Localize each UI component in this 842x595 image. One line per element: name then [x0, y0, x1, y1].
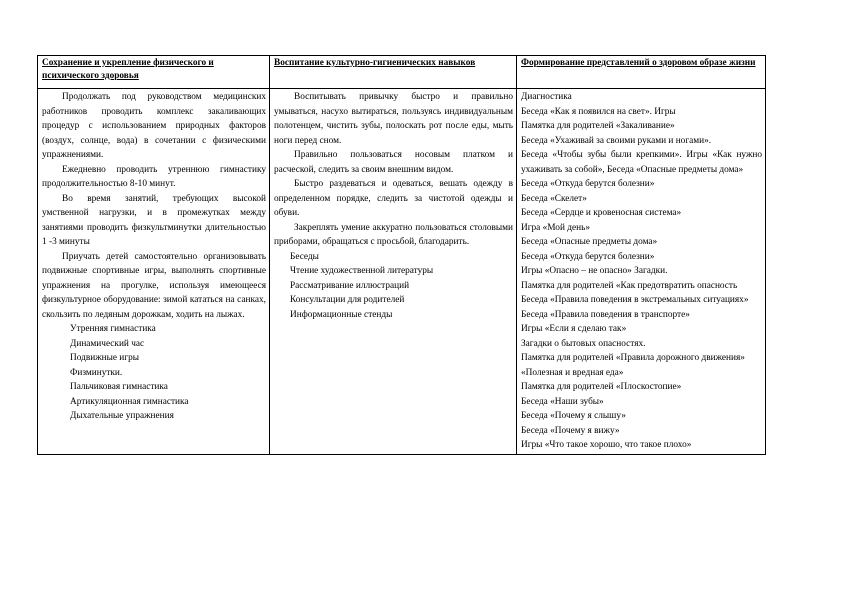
paragraph: Воспитывать привычку быстро и правильно умываться, насухо вытираться, пользуясь индивидуальным полотенцем, чистить зубы, полоскать рот после еды, мыть ноги перед сном.: [274, 92, 513, 146]
activity-line: Беседа «Опасные предметы дома»: [521, 237, 658, 247]
activity-line: Памятка для родителей «Плоскостопие»: [521, 382, 682, 392]
activity-line: Беседа «Скелет»: [521, 193, 587, 204]
activity-line: Беседа «Правила поведения в транспорте»: [521, 309, 690, 320]
activity-line: Беседа «Ухаживай за своими руками и ногами».: [521, 135, 712, 146]
table-row: [38, 89, 766, 455]
header-physical-health: Сохранение и укрепление физического и психического здоровья: [38, 56, 270, 89]
activity-line: Беседа «Правила поведения в экстремальных ситуациях»: [521, 295, 749, 305]
list-item: Рассматривание иллюстраций: [290, 280, 410, 291]
header-healthy-lifestyle: Формирование представлений о здоровом образе жизни: [517, 56, 766, 89]
activity-line: Памятка для родителей «Как предотвратить опасность: [521, 280, 738, 291]
paragraph: Закреплять умение аккуратно пользоваться столовыми приборами, обращаться с просьбой, благодарить.: [274, 222, 513, 247]
activity-line: Памятка для родителей «Правила дорожного движения»: [521, 353, 745, 363]
cell-hygiene-skills: [270, 89, 517, 455]
activity-line: Беседа «Наши зубы»: [521, 396, 604, 407]
list-item: Подвижные игры: [70, 353, 139, 363]
paragraph: Ежедневно проводить утреннюю гимнастику продолжительностью 8-10 минут.: [42, 164, 266, 189]
activity-line: Загадки о бытовых опасностях.: [521, 338, 646, 349]
activity-line: Памятка для родителей «Закаливание»: [521, 121, 675, 131]
activity-line: Игра «Мой день»: [521, 222, 590, 233]
list-item: Пальчиковая гимнастика: [70, 382, 168, 392]
list-item: Консультации для родителей: [290, 295, 405, 305]
paragraph: Быстро раздеваться и одеваться, вешать одежду в определенном порядке, следить за чистотой одежды и обуви.: [274, 179, 513, 218]
list-item: Информационные стенды: [290, 309, 393, 320]
header-hygiene-skills: Воспитание культурно-гигиенических навыков: [270, 56, 517, 89]
activity-line: Беседа «Почему я слышу»: [521, 411, 626, 421]
cell-healthy-lifestyle: [517, 89, 766, 455]
list-item: Чтение художественной литературы: [290, 266, 434, 276]
health-plan-table: [37, 55, 766, 455]
activity-line: Беседа «Как я появился на свет». Игры: [521, 106, 676, 117]
list-item: Утренняя гимнастика: [70, 324, 156, 334]
activity-line: Игры «Опасно – не опасно» Загадки.: [521, 266, 668, 276]
activity-line: Игры «Если я сделаю так»: [521, 324, 627, 334]
list-item: Динамический час: [70, 338, 145, 349]
activity-line: «Полезная и вредная еда»: [521, 367, 624, 378]
activity-line: Беседа «Откуда берутся болезни»: [521, 251, 655, 262]
activity-line: Беседа «Почему я вижу»: [521, 425, 620, 436]
list-item: Артикуляционная гимнастика: [70, 396, 189, 407]
paragraph: Приучать детей самостоятельно организовывать подвижные спортивные игры, выполнять спортивные упражнения на прогулке, используя имеющееся физкультурное оборудование: зимой кататься на санках, скользить по ледяным дорожкам, ходить на лыжах.: [42, 251, 266, 320]
cell-physical-health: [38, 89, 270, 455]
table-header-row: [38, 56, 766, 89]
paragraph: Продолжать под руководством медицинских работников проводить комплекс закаливающих процедур с использованием природных факторов (воздух, солнце, вода) в сочетании с физическими упражнениями.: [42, 92, 266, 160]
activity-line: Диагностика: [521, 92, 572, 102]
activity-line: Игры «Что такое хорошо, что такое плохо»: [521, 440, 692, 450]
activity-line: Беседа «Откуда берутся болезни»: [521, 179, 655, 189]
paragraph: Правильно пользоваться носовым платком и расческой, следить за своим внешним видом.: [274, 150, 513, 175]
list-item: Физминутки.: [70, 367, 123, 378]
paragraph: Во время занятий, требующих высокой умственной нагрузки, и в промежутках между занятиями проводить физкультминутки длительностью 1 -3 минуты: [42, 193, 266, 247]
list-item: Дыхательные упражнения: [70, 411, 174, 421]
list-item: Беседы: [290, 251, 319, 262]
activity-line: Беседа «Чтобы зубы были крепкими». Игры «Как нужно ухаживать за собой», Беседа «Опасные предметы дома»: [521, 150, 762, 175]
activity-line: Беседа «Сердце и кровеносная система»: [521, 208, 682, 218]
